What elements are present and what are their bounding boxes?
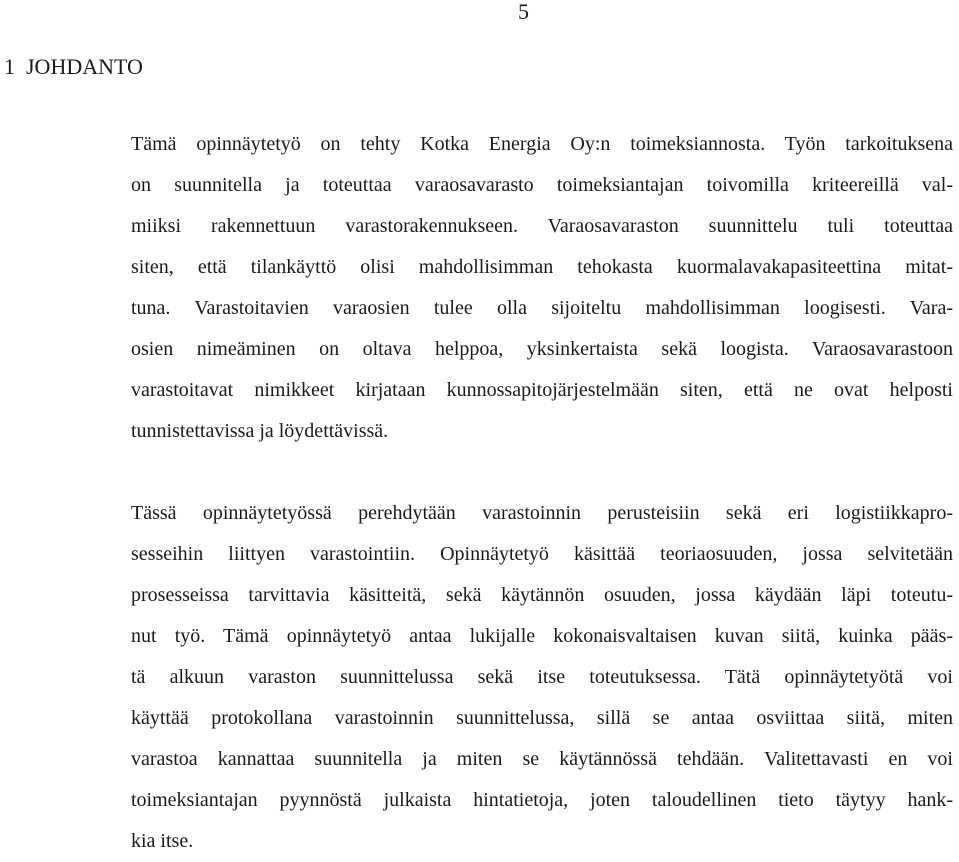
paragraph-scope	[131, 493, 953, 862]
text-line: tä alkuun varaston suunnittelussa sekä itse toteutuksessa. Tätä opinnäytetyötä voi	[131, 666, 953, 688]
text-line: osien nimeäminen on oltava helppoa, yksinkertaista sekä loogista. Varaosavarastoon	[131, 338, 953, 360]
text-line: on suunnitella ja toteuttaa varaosavarasto toimeksiantajan toivomilla kriteereillä val-	[131, 174, 953, 196]
paragraph-introduction	[131, 124, 953, 452]
text-line: prosesseissa tarvittavia käsitteitä, sekä käytännön osuuden, jossa käydään läpi toteutu-	[131, 584, 953, 606]
chapter-heading	[4, 53, 143, 81]
text-line: Tämä opinnäytetyö on tehty Kotka Energia Oy:n toimeksiannosta. Työn tarkoituksena	[131, 133, 953, 155]
text-line: miiksi rakennettuun varastorakennukseen. Varaosavaraston suunnittelu tuli toteuttaa	[131, 215, 953, 237]
chapter-number: 1	[4, 54, 15, 79]
text-line: käyttää protokollana varastoinnin suunnittelussa, sillä se antaa osviittaa siitä, miten	[131, 707, 953, 729]
text-line: Tässä opinnäytetyössä perehdytään varastoinnin perusteisiin sekä eri logistiikkapro-	[131, 502, 953, 524]
text-line: varastoitavat nimikkeet kirjataan kunnossapitojärjestelmään siten, että ne ovat helposti	[131, 379, 953, 401]
chapter-title: JOHDANTO	[26, 54, 143, 79]
text-line: siten, että tilankäyttö olisi mahdollisimman tehokasta kuormalavakapasiteettina mitat-	[131, 256, 953, 278]
text-line: sesseihin liittyen varastointiin. Opinnäytetyö käsittää teoriaosuuden, jossa selvitetään	[131, 543, 953, 565]
text-line: kia itse.	[131, 830, 194, 852]
text-line: toimeksiantajan pyynnöstä julkaista hintatietoja, joten taloudellinen tieto täytyy hank-	[131, 789, 953, 811]
text-line: tunnistettavissa ja löydettävissä.	[131, 420, 389, 442]
text-line: varastoa kannattaa suunnitella ja miten se käytännössä tehdään. Valitettavasti en voi	[131, 748, 953, 770]
text-line: tuna. Varastoitavien varaosien tulee olla sijoiteltu mahdollisimman loogisesti. Vara-	[131, 297, 953, 319]
text-line: nut työ. Tämä opinnäytetyö antaa lukijalle kokonaisvaltaisen kuvan siitä, kuinka pääs-	[131, 625, 953, 647]
page-number: 5	[518, 0, 529, 24]
